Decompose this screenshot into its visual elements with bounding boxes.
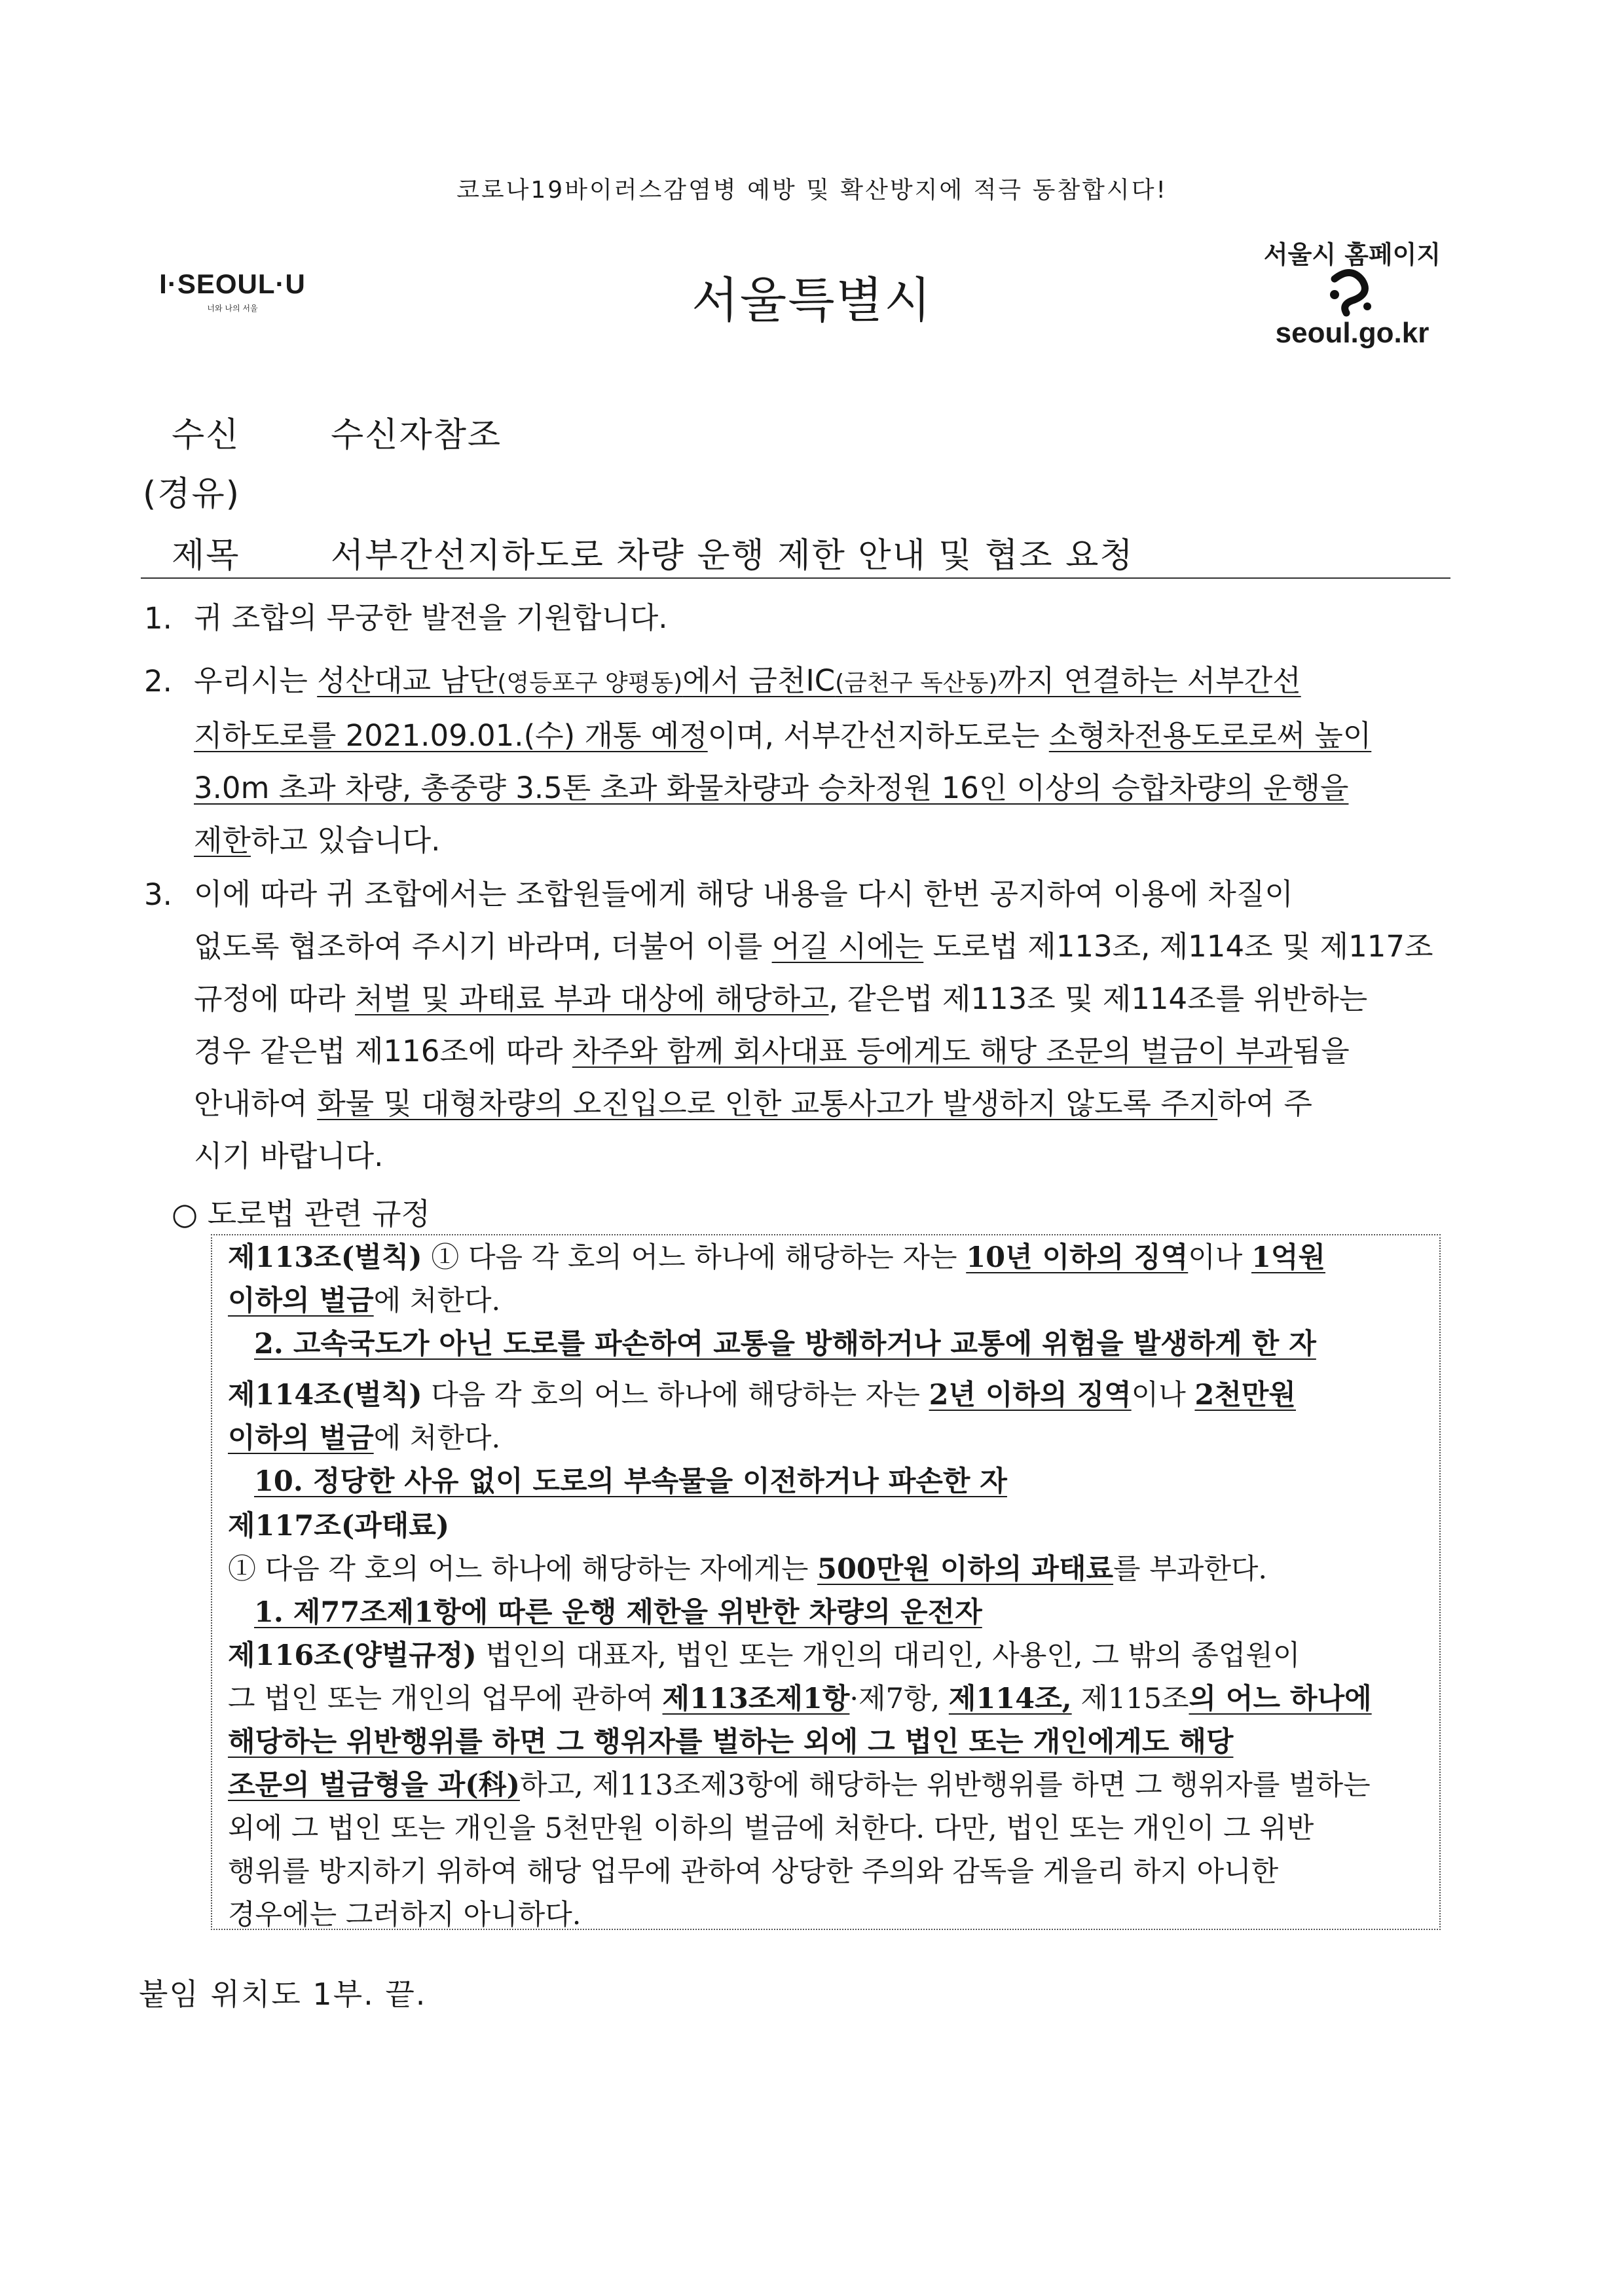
logo-main-text: I·SEOUL·U (159, 268, 306, 299)
logo-sub-text: 너와 나의 서울 (207, 304, 258, 313)
subject-value: 서부간선지하도로 차량 운행 제한 안내 및 협조 요청 (331, 536, 1134, 575)
paragraph-1-number: 1. (144, 601, 172, 636)
via-label: (경유) (143, 475, 241, 514)
recipient-value: 수신자참조 (331, 416, 502, 455)
homepage-label: 서울시 홈페이지 (1263, 240, 1441, 269)
paragraph-3: 이에 따라 귀 조합에서는 조합원들에게 해당 내용을 다시 한번 공지하여 이용에 차질이 없도록 협조하여 주시기 바라며, 더불어 이를 어길 시에는 도로법 제113조, 제114조 및 제117조 규정에 따라 처벌 및 과태료 부과 대상에 해당하고, 같은법 제113조 및 제114조를 위반하는 경우 같은법 제116조에 따라 차주와 함께 회사대표 등에게도 해당 조문의 벌금이 부과됨을 안내하여 화물 및 대형차량의 오진입으로 인한 교통사고가 발생하지 않도록 주지하여 주 시기 바랍니다. (194, 877, 1433, 1173)
slogan: 코로나19바이러스감염병 예방 및 확산방지에 적극 동참합시다! (456, 177, 1168, 204)
article-117: 제117조(과태료) ① 다음 각 호의 어느 하나에 해당하는 자에게는 500만원 이하의 과태료를 부과한다. 1. 제77조제1항에 따른 운행 제한을 위반한 차량의 운전자 (228, 1510, 1268, 1629)
paragraph-3-number: 3. (144, 877, 172, 912)
subject-label: 제목 (172, 536, 240, 575)
article-116: 제116조(양벌규정) 법인의 대표자, 법인 또는 개인의 대리인, 사용인, 그 밖의 종업원이 그 법인 또는 개인의 업무에 관하여 제113조제1항·제7항, 제114조, 제115조의 어느 하나에 해당하는 위반행위를 하면 그 행위자를 벌하는 외에 그 법인 또는 개인에게도 해당 조문의 벌금형을 과(科)하고, 제113조제3항에 해당하는 위반행위를 하면 그 행위자를 벌하는 외에 그 법인 또는 개인을 5천만원 이하의 벌금에 처한다. 다만, 법인 또는 개인이 그 위반 행위를 방지하기 위하여 해당 업무에 관하여 상당한 주의와 감독을 게을리 하지 아니한 경우에는 그러하지 아니하다. (228, 1639, 1372, 1931)
header-divider (141, 577, 1450, 579)
attachment-line: 붙임 위치도 1부. 끝. (139, 1977, 427, 2012)
article-114: 제114조(벌칙) 다음 각 호의 어느 하나에 해당하는 자는 2년 이하의 징역이나 2천만원 이하의 벌금에 처한다. 10. 정당한 사유 없이 도로의 부속물을 이전하거나 파손한 자 (228, 1379, 1296, 1498)
homepage-url: seoul.go.kr (1275, 317, 1430, 349)
organization-title: 서울특별시 (692, 272, 932, 329)
recipient-label: 수신 (172, 416, 240, 455)
seoul-emblem-icon (1321, 266, 1380, 318)
paragraph-2: 우리시는 성산대교 남단(영등포구 양평동)에서 금천IC(금천구 독산동)까지 연결하는 서부간선 지하도로를 2021.09.01.(수) 개통 예정이며, 서부간선지하도로는 소형차전용도로로써 높이 3.0m 초과 차량, 총중량 3.5톤 초과 화물차량과 승차정원 16인 이상의 승합차량의 운행을 제한하고 있습니다. (194, 663, 1372, 858)
law-section-title: ○ 도로법 관련 규정 (172, 1196, 431, 1231)
paragraph-1: 귀 조합의 무궁한 발전을 기원합니다. (194, 600, 668, 635)
paragraph-2-number: 2. (144, 664, 172, 699)
article-113: 제113조(벌칙) ① 다음 각 호의 어느 하나에 해당하는 자는 10년 이하의 징역이나 1억원 이하의 벌금에 처한다. 2. 고속국도가 아닌 도로를 파손하여 교통을 방해하거나 교통에 위험을 발생하게 한 자 (228, 1241, 1325, 1360)
